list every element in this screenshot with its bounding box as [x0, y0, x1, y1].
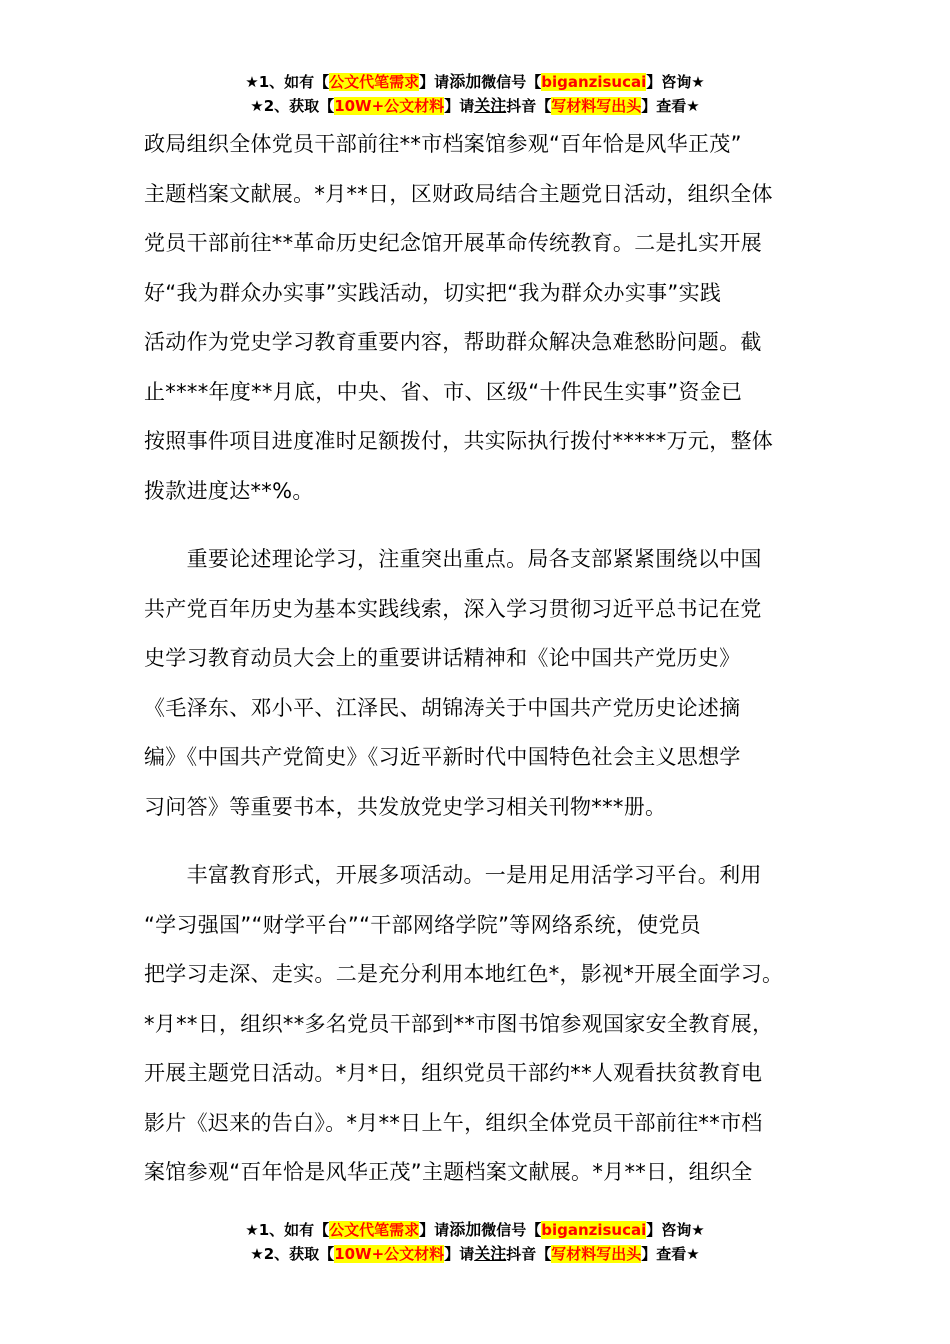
promo-text: 】请 [419, 73, 450, 91]
promo-highlight: 10W+公文材料 [334, 1245, 445, 1263]
promo-banner-bottom [0, 1218, 950, 1266]
promo-line-1 [0, 1218, 950, 1242]
promo-text: 】请 [419, 1221, 450, 1239]
paragraph-spacer [144, 832, 806, 851]
promo-wechat-id: biganzisucai [541, 73, 647, 91]
promo-line-2 [0, 94, 950, 118]
text-line: 主题档案文献展。*月**日，区财政局结合主题党日活动，组织全体 [144, 181, 773, 206]
text-line: 习问答》等重要书本，共发放党史学习相关刊物***册。 [144, 794, 667, 819]
text-line: *月**日，组织**多名党员干部到**市图书馆参观国家安全教育展， [144, 1011, 774, 1036]
promo-douyin-id: 写材料写出头 [551, 97, 642, 115]
promo-text: 抖音【 [506, 1245, 552, 1263]
promo-text: 微信号【 [481, 73, 542, 91]
promo-text: 】请 [444, 1245, 475, 1263]
promo-text: 】查看★ [641, 97, 700, 115]
text-line: “学习强国”“财学平台”“干部网络学院”等网络系统，使党员 [144, 912, 701, 937]
text-line: 重要论述理论学习，注重突出重点。局各支部紧紧围绕以中国 [144, 547, 762, 571]
promo-emphasis: 添加 [449, 1220, 482, 1239]
text-line: 政局组织全体党员干部前往**市档案馆参观“百年恰是风华正茂” [144, 132, 742, 156]
text-line: 把学习走深、走实。二是充分利用本地红色*，影视*开展全面学习。 [144, 962, 784, 986]
text-line: 案馆参观“百年恰是风华正茂”主题档案文献展。*月**日，组织全 [144, 1160, 753, 1184]
promo-text: 微信号【 [481, 1221, 542, 1239]
text-line: 按照事件项目进度准时足额拨付，共实际执行拨付*****万元，整体 [144, 429, 774, 453]
text-line: 史学习教育动员大会上的重要讲话精神和《论中国共产党历史》 [144, 646, 741, 670]
promo-emphasis: 关注 [474, 96, 507, 115]
promo-highlight: 公文代笔需求 [329, 73, 420, 91]
promo-highlight: 10W+公文材料 [334, 97, 445, 115]
promo-text: ★2、获取【 [250, 97, 335, 115]
promo-text: 抖音【 [506, 97, 552, 115]
text-line: 党员干部前往**革命历史纪念馆开展革命传统教育。二是扎实开展 [144, 231, 762, 255]
promo-emphasis: 添加 [449, 72, 482, 91]
text-line: 共产党百年历史为基本实践线索，深入学习贯彻习近平总书记在党 [144, 596, 762, 621]
text-line: 丰富教育形式，开展多项活动。一是用足用活学习平台。利用 [144, 863, 762, 887]
text-line: 拨款进度达**%。 [144, 478, 314, 503]
text-line: 好“我为群众办实事”实践活动，切实把“我为群众办实事”实践 [144, 280, 722, 305]
promo-highlight: 公文代笔需求 [329, 1221, 420, 1239]
promo-banner-top [0, 70, 950, 118]
promo-text: ★1、如有【 [245, 1221, 330, 1239]
promo-line-2 [0, 1242, 950, 1266]
paragraph-1 [144, 120, 806, 516]
promo-text: 】请 [444, 97, 475, 115]
paragraph-2 [144, 535, 806, 832]
promo-text: 】查看★ [641, 1245, 700, 1263]
text-line: 编》《中国共产党简史》《习近平新时代中国特色社会主义思想学 [144, 745, 741, 769]
paragraph-3 [144, 851, 806, 1198]
paragraph-spacer [144, 516, 806, 535]
promo-text: 】咨询★ [646, 73, 705, 91]
promo-emphasis: 关注 [474, 1244, 507, 1263]
promo-text: 】咨询★ [646, 1221, 705, 1239]
text-line: 止****年度**月底，中央、省、市、区级“十件民生实事”资金已 [144, 379, 743, 404]
promo-douyin-id: 写材料写出头 [551, 1245, 642, 1263]
document-body [144, 120, 806, 1198]
promo-wechat-id: biganzisucai [541, 1221, 647, 1239]
promo-text: ★1、如有【 [245, 73, 330, 91]
text-line: 影片《迟来的告白》。*月**日上午，组织全体党员干部前往**市档 [144, 1110, 763, 1135]
text-line: 活动作为党史学习教育重要内容，帮助群众解决急难愁盼问题。截 [144, 330, 762, 354]
promo-text: ★2、获取【 [250, 1245, 335, 1263]
promo-line-1 [0, 70, 950, 94]
text-line: 《毛泽东、邓小平、江泽民、胡锦涛关于中国共产党历史论述摘 [144, 695, 741, 720]
text-line: 开展主题党日活动。*月*日，组织党员干部约**人观看扶贫教育电 [144, 1061, 763, 1085]
